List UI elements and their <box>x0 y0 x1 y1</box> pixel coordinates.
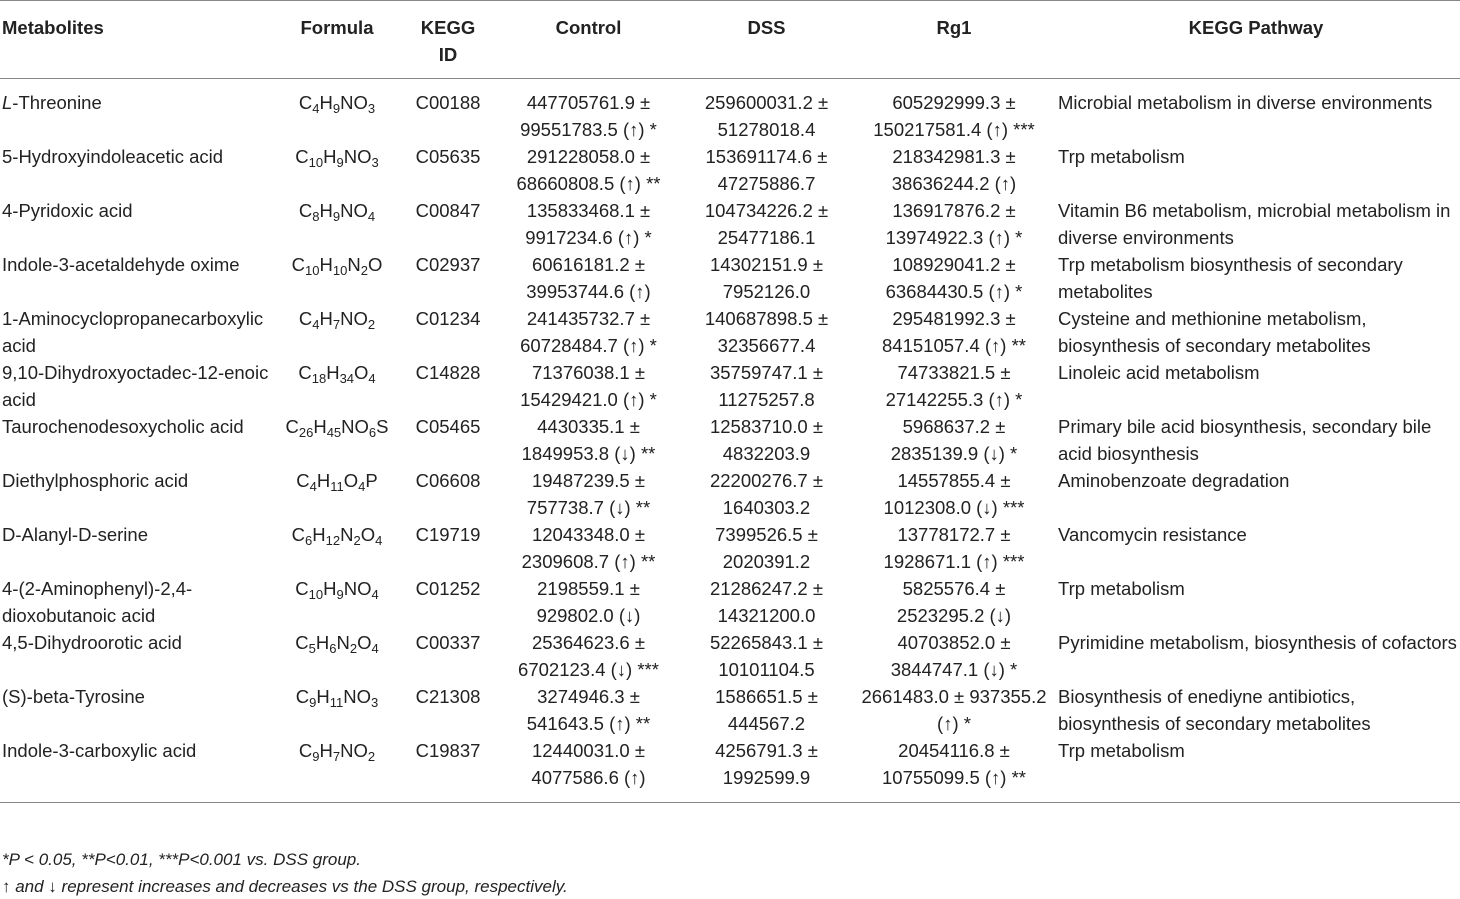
footnote-arrows: ↑ and ↓ represent increases and decreases vs the DSS group, respectively. <box>2 877 568 896</box>
kegg-id: C19837 <box>415 740 481 761</box>
kegg-pathway: Vitamin B6 metabolism, microbial metabolism in diverse environments <box>1058 200 1451 248</box>
kegg-pathway: Vancomycin resistance <box>1058 524 1247 545</box>
formula: $C_{10}H_9NO_3$ <box>295 146 379 170</box>
dss-value: 1586651.5 ± 444567.2 <box>715 686 818 734</box>
control-value: 241435732.7 ± 60728484.7 (↑) * <box>520 308 657 356</box>
dss-value: 12583710.0 ± 4832203.9 <box>709 416 824 464</box>
kegg-pathway: Primary bile acid biosynthesis, secondary bile acid biosynthesis <box>1058 416 1432 464</box>
kegg-id: C02937 <box>415 254 481 275</box>
metabolite-name: 4,5-Dihydroorotic acid <box>2 632 182 653</box>
kegg-id: C00847 <box>415 200 481 221</box>
metabolite-name: 4-Pyridoxic acid <box>2 200 133 221</box>
header-kegg-id: KEGG ID <box>420 17 476 65</box>
kegg-pathway: Biosynthesis of enediyne antibiotics, biosynthesis of secondary metabolites <box>1058 686 1371 734</box>
control-value: 135833468.1 ± 9917234.6 (↑) * <box>525 200 652 248</box>
table-row <box>0 79 1460 144</box>
control-value: 25364623.6 ± 6702123.4 (↓) *** <box>518 632 659 680</box>
rg1-value: 295481992.3 ± 84151057.4 (↑) ** <box>882 308 1026 356</box>
metabolite-name: 1-Aminocyclopropanecarboxylic acid <box>2 308 264 356</box>
metabolite-name: (S)-beta-Tyrosine <box>2 686 145 707</box>
formula: $C_4H_{11}O_4P$ <box>296 470 378 494</box>
formula: $C_9H_{11}NO_3$ <box>295 686 379 710</box>
header-formula: Formula <box>300 17 374 38</box>
table-row <box>0 251 1460 305</box>
kegg-id: C05465 <box>415 416 481 437</box>
control-value: 2198559.1 ± 929802.0 (↓) <box>536 578 641 626</box>
metabolite-name: 4-(2-Aminophenyl)-2,4-dioxobutanoic acid <box>2 578 193 626</box>
control-value: 4430335.1 ± 1849953.8 (↓) ** <box>521 416 656 464</box>
rg1-value: 14557855.4 ± 1012308.0 (↓) *** <box>883 470 1025 518</box>
kegg-id: C00188 <box>415 92 481 113</box>
header-control: Control <box>555 17 622 38</box>
kegg-pathway: Trp metabolism biosynthesis of secondary metabolites <box>1058 254 1403 302</box>
kegg-id: C19719 <box>415 524 481 545</box>
rg1-value: 5825576.4 ± 2523295.2 (↓) <box>896 578 1012 626</box>
kegg-id: C01234 <box>415 308 481 329</box>
kegg-pathway: Aminobenzoate degradation <box>1058 470 1290 491</box>
metabolite-name: Indole-3-acetaldehyde oxime <box>2 254 240 275</box>
metabolite-name: Indole-3-carboxylic acid <box>2 740 197 761</box>
kegg-pathway: Cysteine and methionine metabolism, biosynthesis of secondary metabolites <box>1058 308 1371 356</box>
header-row <box>0 1 1460 79</box>
kegg-pathway: Trp metabolism <box>1058 740 1185 761</box>
dss-value: 14302151.9 ± 7952126.0 <box>709 254 824 302</box>
header-kegg-pathway: KEGG Pathway <box>1188 17 1324 38</box>
rg1-value: 13778172.7 ± 1928671.1 (↑) *** <box>883 524 1025 572</box>
rg1-value: 605292999.3 ± 150217581.4 (↑) *** <box>873 92 1035 140</box>
dss-value: 7399526.5 ± 2020391.2 <box>715 524 818 572</box>
table-row <box>0 629 1460 683</box>
table-row <box>0 359 1460 413</box>
dss-value: 104734226.2 ± 25477186.1 <box>704 200 829 248</box>
rg1-value: 108929041.2 ± 63684430.5 (↑) * <box>885 254 1023 302</box>
footnote-significance: *P < 0.05, **P<0.01, ***P<0.001 vs. DSS group. <box>2 850 361 869</box>
dss-value: 35759747.1 ± 11275257.8 <box>709 362 824 410</box>
table-row <box>0 143 1460 197</box>
dss-value: 259600031.2 ± 51278018.4 <box>704 92 829 140</box>
kegg-id: C14828 <box>415 362 481 383</box>
table-row <box>0 197 1460 251</box>
table-row <box>0 413 1460 467</box>
formula: $C_{26}H_{45}NO_6S$ <box>285 416 389 440</box>
kegg-id: C06608 <box>415 470 481 491</box>
formula: $C_6H_{12}N_2O_4$ <box>291 524 383 548</box>
rg1-value: 2661483.0 ± 937355.2 (↑) * <box>861 686 1047 734</box>
control-value: 71376038.1 ± 15429421.0 (↑) * <box>520 362 657 410</box>
rg1-value: 20454116.8 ± 10755099.5 (↑) ** <box>882 740 1026 788</box>
control-value: 291228058.0 ± 68660808.5 (↑) ** <box>516 146 661 194</box>
control-value: 60616181.2 ± 39953744.6 (↑) <box>526 254 651 302</box>
formula: $C_4H_7NO_2$ <box>298 308 376 332</box>
control-value: 19487239.5 ± 757738.7 (↓) ** <box>526 470 651 518</box>
formula: $C_{18}H_{34}O_4$ <box>298 362 376 386</box>
header-dss: DSS <box>747 17 786 38</box>
dss-value: 4256791.3 ± 1992599.9 <box>715 740 818 788</box>
table-row <box>0 467 1460 521</box>
formula: $C_5H_6N_2O_4$ <box>295 632 379 656</box>
metabolite-name: 9,10-Dihydroxyoctadec-12-enoic acid <box>2 362 269 410</box>
formula: $C_{10}H_9NO_4$ <box>295 578 379 602</box>
kegg-pathway: Trp metabolism <box>1058 146 1185 167</box>
kegg-id: C05635 <box>415 146 481 167</box>
dss-value: 140687898.5 ± 32356677.4 <box>704 308 829 356</box>
metabolite-name: Taurochenodesoxycholic acid <box>2 416 244 437</box>
kegg-id: C00337 <box>415 632 481 653</box>
kegg-id: C01252 <box>415 578 481 599</box>
metabolite-name: 5-Hydroxyindoleacetic acid <box>2 146 224 167</box>
metabolite-name: Diethylphosphoric acid <box>2 470 189 491</box>
control-value: 447705761.9 ± 99551783.5 (↑) * <box>520 92 657 140</box>
control-value: 12043348.0 ± 2309608.7 (↑) ** <box>521 524 656 572</box>
formula: $C_9H_7NO_2$ <box>298 740 376 764</box>
kegg-id: C21308 <box>415 686 481 707</box>
table-row <box>0 575 1460 629</box>
table-row <box>0 737 1460 803</box>
formula: $C_{10}H_{10}N_2O$ <box>291 254 383 278</box>
kegg-pathway: Microbial metabolism in diverse environments <box>1058 92 1433 113</box>
dss-value: 22200276.7 ± 1640303.2 <box>709 470 824 518</box>
rg1-value: 40703852.0 ± 3844747.1 (↓) * <box>890 632 1018 680</box>
control-value: 12440031.0 ± 4077586.6 (↑) <box>531 740 646 788</box>
rg1-value: 74733821.5 ± 27142255.3 (↑) * <box>885 362 1023 410</box>
rg1-value: 136917876.2 ± 13974922.3 (↑) * <box>885 200 1023 248</box>
table-row <box>0 521 1460 575</box>
formula: $C_4H_9NO_3$ <box>298 92 376 116</box>
header-rg1: Rg1 <box>936 17 972 38</box>
dss-value: 153691174.6 ± 47275886.7 <box>705 146 828 194</box>
rg1-value: 218342981.3 ± 38636244.2 (↑) <box>891 146 1017 194</box>
rg1-value: 5968637.2 ± 2835139.9 (↓) * <box>890 416 1018 464</box>
dss-value: 52265843.1 ± 10101104.5 <box>709 632 824 680</box>
dss-value: 21286247.2 ± 14321200.0 <box>709 578 824 626</box>
table-row <box>0 305 1460 359</box>
control-value: 3274946.3 ± 541643.5 (↑) ** <box>526 686 651 734</box>
metabolite-name: L-Threonine <box>2 92 102 113</box>
table-header <box>0 1 1460 79</box>
kegg-pathway: Trp metabolism <box>1058 578 1185 599</box>
kegg-pathway: Linoleic acid metabolism <box>1058 362 1260 383</box>
table-body <box>0 79 1460 803</box>
metabolite-name: D-Alanyl-D-serine <box>2 524 148 545</box>
table-row <box>0 683 1460 737</box>
header-metabolites: Metabolites <box>2 17 104 38</box>
kegg-pathway: Pyrimidine metabolism, biosynthesis of cofactors <box>1058 632 1457 653</box>
formula: $C_8H_9NO_4$ <box>298 200 376 224</box>
